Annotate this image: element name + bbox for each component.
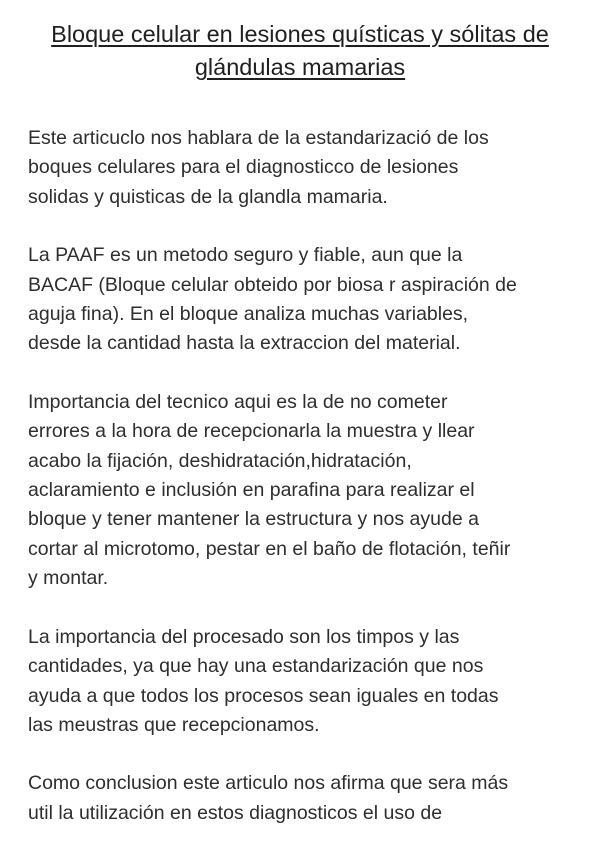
text-line: Este articuclo nos hablara de la estandarizació de los <box>28 127 489 149</box>
document-body <box>28 124 572 828</box>
text-line: util la utilización en estos diagnosticos el uso de <box>28 801 443 824</box>
text-line: y montar. <box>28 567 109 590</box>
text-line: BACAF (Bloque celular obteido por biosa r aspiración de <box>28 273 517 296</box>
paragraph-conclusion <box>28 769 572 828</box>
text-line: solidas y quisticas de la glandla mamaria. <box>28 185 388 208</box>
text-line: bloque y tener mantener la estructura y nos ayude a <box>28 508 479 531</box>
text-line: errores a la hora de recepcionarla la muestra y llear <box>28 420 475 443</box>
text-line: cantidades, ya que hay una estandarización que nos <box>28 655 484 678</box>
text-line: cortar al microtomo, pestar en el baño de flotación, teñir <box>28 537 511 560</box>
paragraph-paaf <box>28 241 572 359</box>
text-line: Como conclusion este articulo nos afirma que sera más <box>28 772 509 795</box>
document-title <box>28 18 572 84</box>
text-line: aclaramiento e inclusión en parafina para realizar el <box>28 479 475 502</box>
title-line-1: Bloque celular en lesiones quísticas y sólitas de <box>51 21 549 47</box>
text-line: ayuda a que todos los procesos sean iguales en todas <box>28 684 499 707</box>
text-line: acabo la fijación, deshidratación,hidratación, <box>28 449 412 472</box>
text-line: las meustras que recepcionamos. <box>28 713 320 736</box>
text-line: boques celulares para el diagnosticco de lesiones <box>28 156 459 179</box>
text-line: La importancia del procesado son los timpos y las <box>28 625 460 648</box>
paragraph-intro <box>28 124 572 212</box>
text-line: La PAAF es un metodo seguro y fiable, aun que la <box>28 244 463 267</box>
text-line: desde la cantidad hasta la extraccion del material. <box>28 332 461 355</box>
title-line-2: glándulas mamarias <box>194 54 406 80</box>
text-line: Importancia del tecnico aqui es la de no cometer <box>28 390 448 413</box>
text-line: aguja fina). En el bloque analiza muchas variables, <box>28 303 469 326</box>
paragraph-tecnico <box>28 388 572 594</box>
paragraph-procesado <box>28 623 572 741</box>
